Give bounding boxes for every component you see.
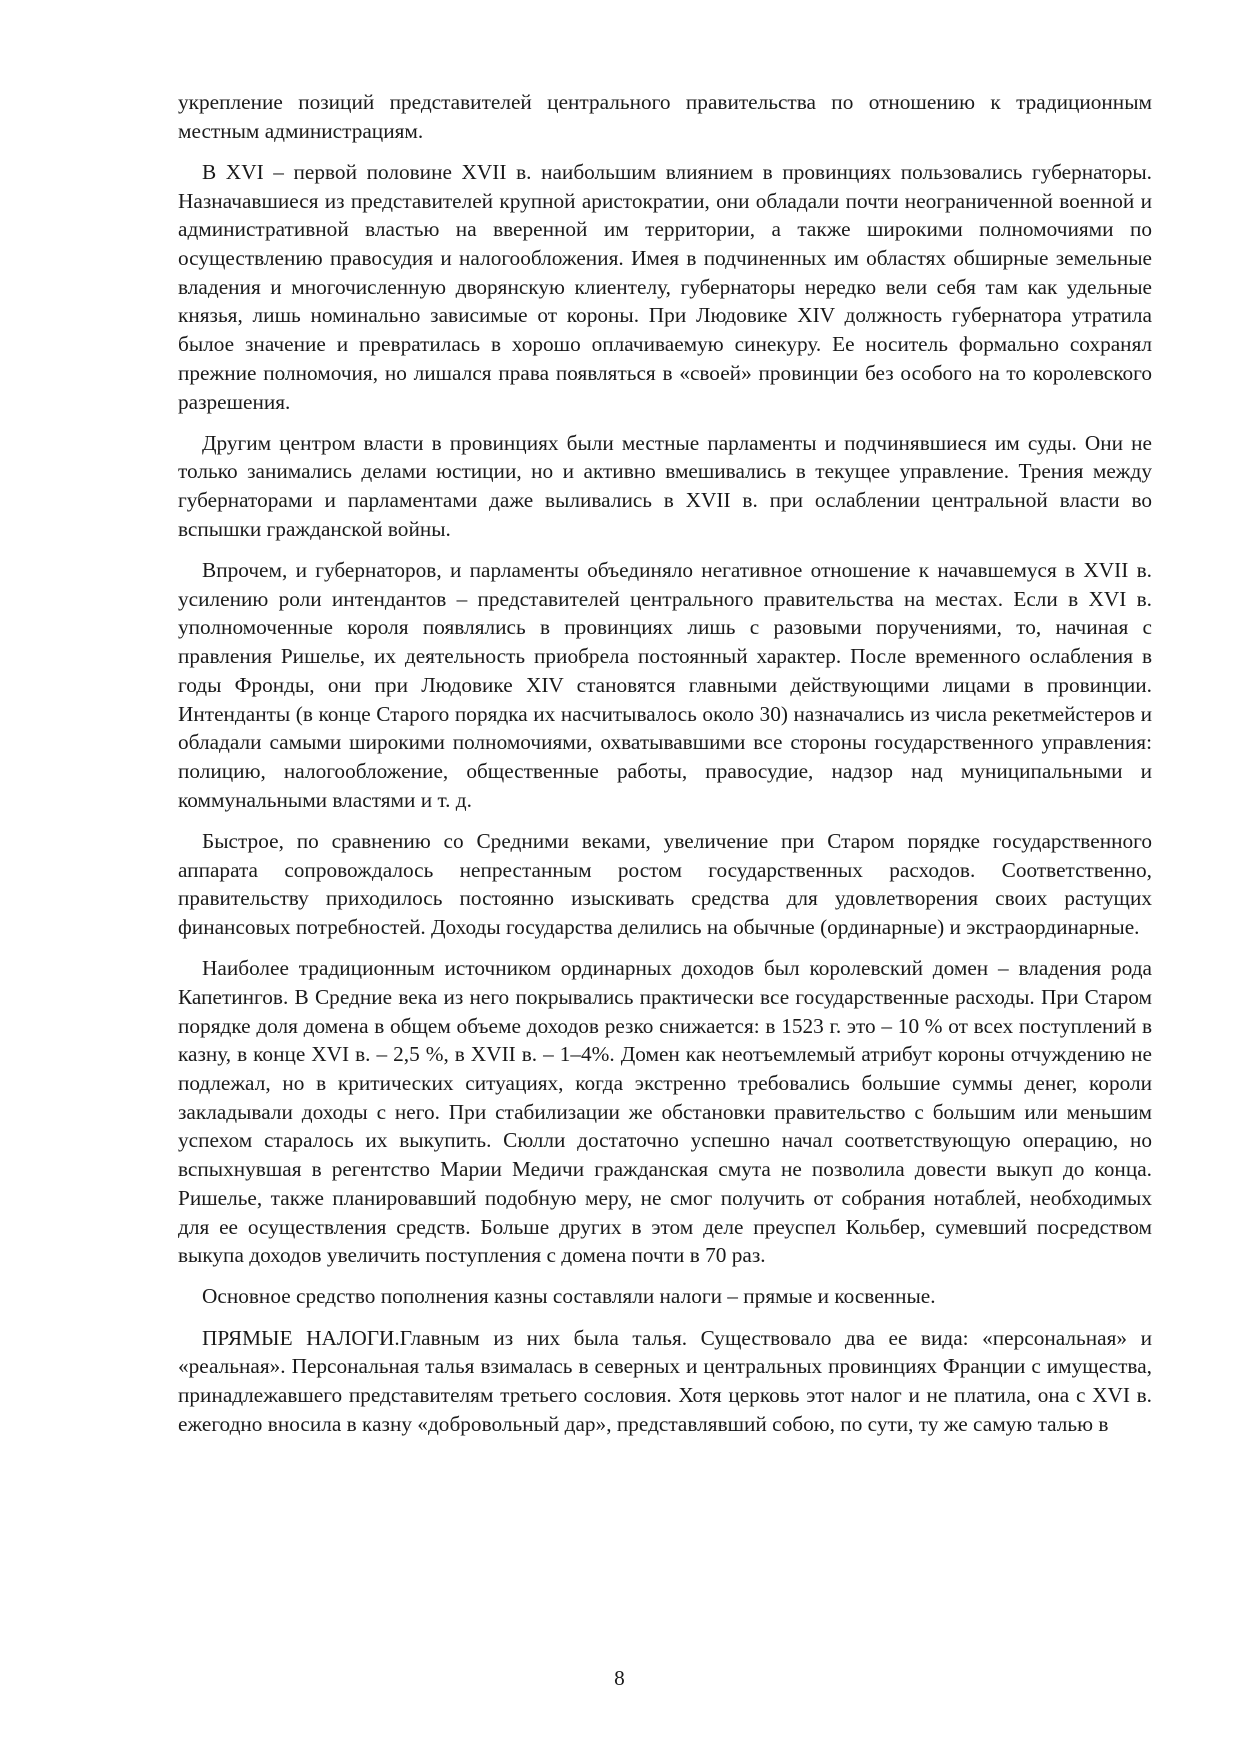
paragraph-intendants: Впрочем, и губернаторов, и парламенты объединяло негативное отношение к начавшемуся в XVII в. усилению роли интендантов – представителей центрального правительства на местах. Если в XVI в. уполномоченные короля появлялись в провинциях лишь с разовыми поручениями, то, начиная с правления Ришелье, их деятельность приобрела постоянный характер. После временного ослабления в годы Фронды, они при Людовике XIV становятся главными действующими лицами в провинции. Интенданты (в конце Старого порядка их насчитывалось около 30) назначались из числа рекетмейстеров и обладали самыми широкими полномочиями, охватывавшими все стороны государственного управления: полицию, налогообложение, общественные работы, правосудие, надзор над муниципальными и коммунальными властями и т. д.	[178, 558, 1152, 812]
paragraph-parliaments: Другим центром власти в провинциях были местные парламенты и подчинявшиеся им суды. Они не только занимались делами юстиции, но и активно вмешивались в текущее управление. Трения между губернаторами и парламентами даже выливались в XVII в. при ослаблении центральной власти во вспышки гражданской войны.	[178, 430, 1152, 541]
paragraph-state-expenses: Быстрое, по сравнению со Средними веками, увеличение при Старом порядке государственного аппарата сопровождалось непрестанным ростом государственных расходов. Соответственно, правительству приходилось постоянно изыскивать средства для удовлетворения своих растущих финансовых потребностей. Доходы государства делились на обычные (ординарные) и экстраординарные.	[178, 828, 1152, 939]
paragraph-continuation: укрепление позиций представителей центрального правительства по отношению к традиционным местным администрациям.	[178, 90, 1152, 143]
paragraph-taxes: Основное средство пополнения казны составляли налоги – прямые и косвенные.	[202, 1284, 936, 1309]
page-number: 8	[614, 1666, 625, 1690]
paragraph-royal-domain: Наиболее традиционным источником ординарных доходов был королевский домен – владения рода Капетингов. В Средние века из него покрывались практически все государственные расходы. При Старом порядке доля домена в общем объеме доходов резко снижается: в 1523 г. это – 10 % от всех поступлений в казну, в конце XVI в. – 2,5 %, в XVII в. – 1–4%. Домен как неотъемлемый атрибут короны отчуждению не подлежал, но в критических ситуациях, когда экстренно требовались большие суммы денег, короли закладывали доходы с него. При стабилизации же обстановки правительство с большим или меньшим успехом старалось их выкупить. Сюлли достаточно успешно начал соответствующую операцию, но вспыхнувшая в регентство Марии Медичи гражданская смута не позволила довести выкуп до конца. Ришелье, также планировавший подобную меру, не смог получить от собрания нотаблей, необходимых для ее осуществления средств. Больше других в этом деле преуспел Кольбер, сумевший посредством выкупа доходов увеличить поступления с домена почти в 70 раз.	[178, 956, 1152, 1268]
document-page	[178, 88, 1152, 1451]
paragraph-governors: В XVI – первой половине XVII в. наибольшим влиянием в провинциях пользовались губернаторы. Назначавшиеся из представителей крупной аристократии, они обладали почти неограниченной военной и административной властью на вверенной им территории, а также широкими полномочиями по осуществлению правосудия и налогообложения. Имея в подчиненных им областях обширные земельные владения и многочисленную дворянскую клиентелу, губернаторы нередко вели себя там как удельные князья, лишь номинально зависимые от короны. При Людовике XIV должность губернатора утратила былое значение и превратилась в хорошо оплачиваемую синекуру. Ее носитель формально сохранял прежние полномочия, но лишался права появляться в «своей» провинции без особого на то королевского разрешения.	[178, 159, 1152, 414]
paragraph-direct-taxes: ПРЯМЫЕ НАЛОГИ.Главным из них была талья. Существовало два ее вида: «персональная» и «реальная». Персональная талья взималась в северных и центральных провинциях Франции с имущества, принадлежавшего представителям третьего сословия. Хотя церковь этот налог и не платила, она с XVI в. ежегодно вносила в казну «добровольный дар», представлявший собою, по сути, ту же самую талью в	[178, 1325, 1152, 1436]
